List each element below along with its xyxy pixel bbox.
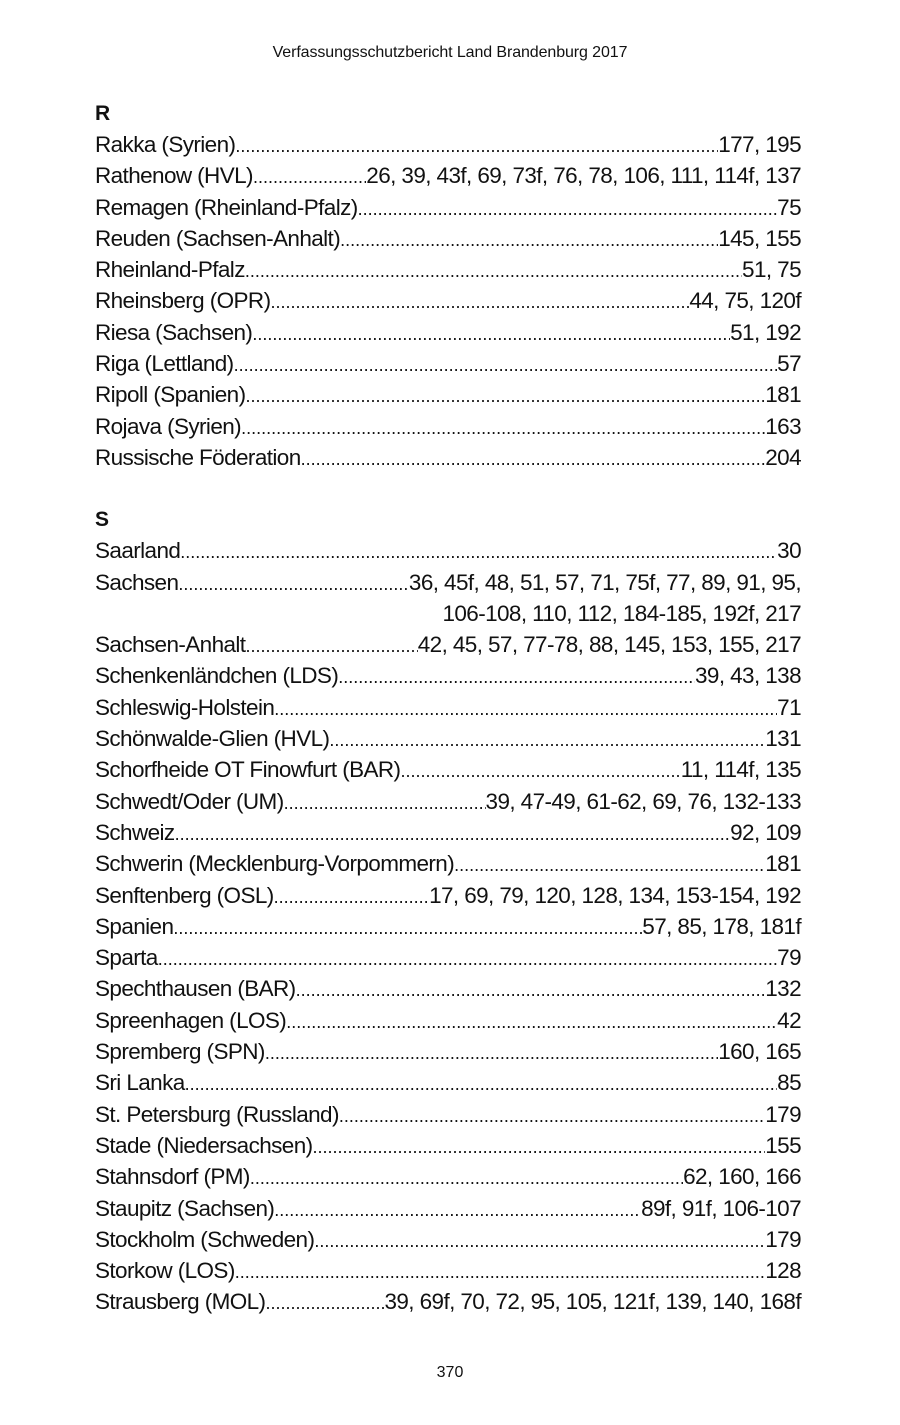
index-entry xyxy=(95,660,801,691)
dot-leader xyxy=(185,1069,778,1100)
entry-pages: 79 xyxy=(777,945,801,971)
entry-pages-continuation: 106-108, 110, 112, 184-185, 192f, 217 xyxy=(442,600,801,626)
entry-pages: 39, 43, 138 xyxy=(695,663,801,689)
entry-pages: 181 xyxy=(765,851,801,877)
entry-term: Spremberg (SPN) xyxy=(95,1039,265,1065)
entry-pages: 131 xyxy=(765,726,801,752)
entry-term: Riesa (Sachsen) xyxy=(95,319,253,345)
entry-term: Rathenow (HVL) xyxy=(95,163,253,189)
entry-pages: 42, 45, 57, 77-78, 88, 145, 153, 155, 217 xyxy=(417,632,801,658)
entry-pages: 204 xyxy=(765,444,801,470)
index-entry xyxy=(95,692,801,723)
index-entry xyxy=(95,160,801,191)
dot-leader xyxy=(265,1038,718,1069)
index-entry xyxy=(95,317,801,348)
entry-term: Stockholm (Schweden) xyxy=(95,1226,315,1252)
index-entry xyxy=(95,348,801,379)
dot-leader xyxy=(314,1226,765,1257)
entry-pages: 177, 195 xyxy=(718,132,801,157)
index-entry xyxy=(95,535,801,566)
entry-pages: 11, 114f, 135 xyxy=(680,757,801,783)
index-entry xyxy=(95,786,801,817)
entry-pages: 128 xyxy=(765,1258,801,1284)
entry-pages: 145, 155 xyxy=(718,225,801,251)
index-section-s xyxy=(95,504,801,1317)
entry-term: Sachsen-Anhalt xyxy=(95,632,246,658)
entry-term: Storkow (LOS) xyxy=(95,1258,235,1284)
entry-term: Rojava (Syrien) xyxy=(95,413,242,439)
section-letter: R xyxy=(95,102,111,125)
entry-term: Schleswig-Holstein xyxy=(95,694,275,720)
dot-leader xyxy=(400,756,680,787)
entry-pages: 92, 109 xyxy=(730,819,801,845)
dot-leader xyxy=(245,381,765,412)
dot-leader xyxy=(252,319,730,350)
entry-term: Spreenhagen (LOS) xyxy=(95,1007,287,1033)
dot-leader xyxy=(235,131,718,162)
index-entry xyxy=(95,223,801,254)
entry-pages: 160, 165 xyxy=(718,1039,801,1065)
dot-leader xyxy=(245,256,742,287)
dot-leader xyxy=(274,882,429,913)
entry-term: Spanien xyxy=(95,913,174,939)
dot-leader xyxy=(250,1163,683,1194)
dot-leader xyxy=(270,287,689,318)
dot-leader xyxy=(265,1288,384,1319)
entry-term: Schenkenländchen (LDS) xyxy=(95,663,339,689)
entry-pages: 85 xyxy=(777,1070,801,1096)
entry-pages: 30 xyxy=(777,538,801,564)
dot-leader xyxy=(313,1132,766,1163)
entry-term: Rheinsberg (OPR) xyxy=(95,288,271,314)
index-entry xyxy=(95,629,801,660)
entry-term: Schwedt/Oder (UM) xyxy=(95,788,284,814)
index-entry xyxy=(95,1130,801,1161)
index-entry xyxy=(95,754,801,785)
entry-term: Sri Lanka xyxy=(95,1070,185,1096)
index-entry xyxy=(95,911,801,942)
index-body xyxy=(95,98,801,1318)
entry-pages: 89f, 91f, 106-107 xyxy=(641,1195,801,1221)
index-entry xyxy=(95,285,801,316)
dot-leader xyxy=(173,913,642,944)
entry-pages: 44, 75, 120f xyxy=(689,288,801,314)
index-entry xyxy=(95,442,801,473)
dot-leader xyxy=(296,975,766,1006)
entry-pages: 163 xyxy=(765,413,801,439)
index-entry xyxy=(95,942,801,973)
entry-term: Sparta xyxy=(95,945,158,971)
index-section-r xyxy=(95,98,801,473)
entry-pages: 57 xyxy=(777,351,801,377)
entry-pages: 36, 45f, 48, 51, 57, 71, 75f, 77, 89, 91, 95, xyxy=(408,569,801,595)
index-entry xyxy=(95,848,801,879)
dot-leader xyxy=(180,537,777,568)
dot-leader xyxy=(358,194,778,225)
entry-pages: 39, 69f, 70, 72, 95, 105, 121f, 139, 140, 168f xyxy=(384,1289,801,1315)
index-entry xyxy=(95,254,801,285)
dot-leader xyxy=(301,444,766,475)
entry-term: St. Petersburg (Russland) xyxy=(95,1101,339,1127)
entry-term: Rakka (Syrien) xyxy=(95,132,236,157)
dot-leader xyxy=(235,1257,766,1288)
entry-pages: 71 xyxy=(777,694,801,720)
entry-pages: 51, 75 xyxy=(742,257,801,283)
section-letter: S xyxy=(95,508,110,532)
index-entry xyxy=(95,1255,801,1286)
dot-leader xyxy=(245,631,417,662)
dot-leader xyxy=(241,413,765,444)
index-entry xyxy=(95,1005,801,1036)
entry-term: Schwerin (Mecklenburg-Vorpommern) xyxy=(95,851,455,877)
dot-leader xyxy=(454,850,765,881)
index-entry xyxy=(95,567,801,598)
entry-pages: 51, 192 xyxy=(730,319,801,345)
index-entry xyxy=(95,1286,801,1317)
dot-leader xyxy=(340,225,718,256)
index-entry xyxy=(95,1036,801,1067)
entry-pages: 181 xyxy=(765,382,801,408)
entry-term: Saarland xyxy=(95,538,181,564)
running-header: Verfassungsschutzbericht Land Brandenburg 2017 xyxy=(272,44,628,61)
dot-leader xyxy=(284,788,486,819)
entry-pages: 42 xyxy=(777,1007,801,1033)
entry-term: Russische Föderation xyxy=(95,444,301,470)
entry-term: Rheinland-Pfalz xyxy=(95,257,245,283)
entry-term: Spechthausen (BAR) xyxy=(95,976,296,1002)
entry-term: Stahnsdorf (PM) xyxy=(95,1164,250,1190)
index-entry xyxy=(95,129,801,160)
entry-term: Schönwalde-Glien (HVL) xyxy=(95,726,330,752)
dot-leader xyxy=(274,694,777,725)
dot-leader xyxy=(338,662,695,693)
index-entry xyxy=(95,1161,801,1192)
dot-leader xyxy=(175,819,731,850)
index-entry xyxy=(95,880,801,911)
entry-term: Schweiz xyxy=(95,819,175,845)
entry-pages: 17, 69, 79, 120, 128, 134, 153-154, 192 xyxy=(429,882,801,908)
index-entry xyxy=(95,973,801,1004)
entry-pages: 62, 160, 166 xyxy=(683,1164,801,1190)
entry-pages: 179 xyxy=(765,1101,801,1127)
dot-leader xyxy=(178,569,409,600)
entry-term: Strausberg (MOL) xyxy=(95,1289,266,1315)
entry-term: Remagen (Rheinland-Pfalz) xyxy=(95,194,358,220)
entry-term: Sachsen xyxy=(95,569,179,595)
index-entry xyxy=(95,817,801,848)
index-entry xyxy=(95,1067,801,1098)
index-entry xyxy=(95,411,801,442)
entry-term: Staupitz (Sachsen) xyxy=(95,1195,275,1221)
index-entry xyxy=(95,1193,801,1224)
entry-pages: 75 xyxy=(777,194,801,220)
dot-leader xyxy=(253,162,366,193)
index-entry xyxy=(95,723,801,754)
entry-term: Ripoll (Spanien) xyxy=(95,382,246,408)
index-entry xyxy=(95,192,801,223)
dot-leader xyxy=(234,350,778,381)
entry-pages: 57, 85, 178, 181f xyxy=(642,913,801,939)
entry-term: Schorfheide OT Finowfurt (BAR) xyxy=(95,757,401,783)
entry-pages: 155 xyxy=(765,1132,801,1158)
page-number: 370 xyxy=(436,1364,464,1381)
dot-leader xyxy=(274,1195,641,1226)
entry-term: Reuden (Sachsen-Anhalt) xyxy=(95,225,341,251)
dot-leader xyxy=(158,944,777,975)
dot-leader xyxy=(339,1101,765,1132)
entry-pages: 26, 39, 43f, 69, 73f, 76, 78, 106, 111, 114f, 137 xyxy=(366,163,801,189)
index-entry xyxy=(95,379,801,410)
entry-pages: 132 xyxy=(765,976,801,1002)
entry-term: Stade (Niedersachsen) xyxy=(95,1132,313,1158)
index-entry xyxy=(95,1224,801,1255)
dot-leader xyxy=(329,725,765,756)
dot-leader xyxy=(286,1007,777,1038)
entry-pages: 179 xyxy=(765,1226,801,1252)
entry-term: Riga (Lettland) xyxy=(95,351,234,377)
entry-pages: 39, 47-49, 61-62, 69, 76, 132-133 xyxy=(485,788,801,814)
index-entry xyxy=(95,1099,801,1130)
entry-term: Senftenberg (OSL) xyxy=(95,882,274,908)
